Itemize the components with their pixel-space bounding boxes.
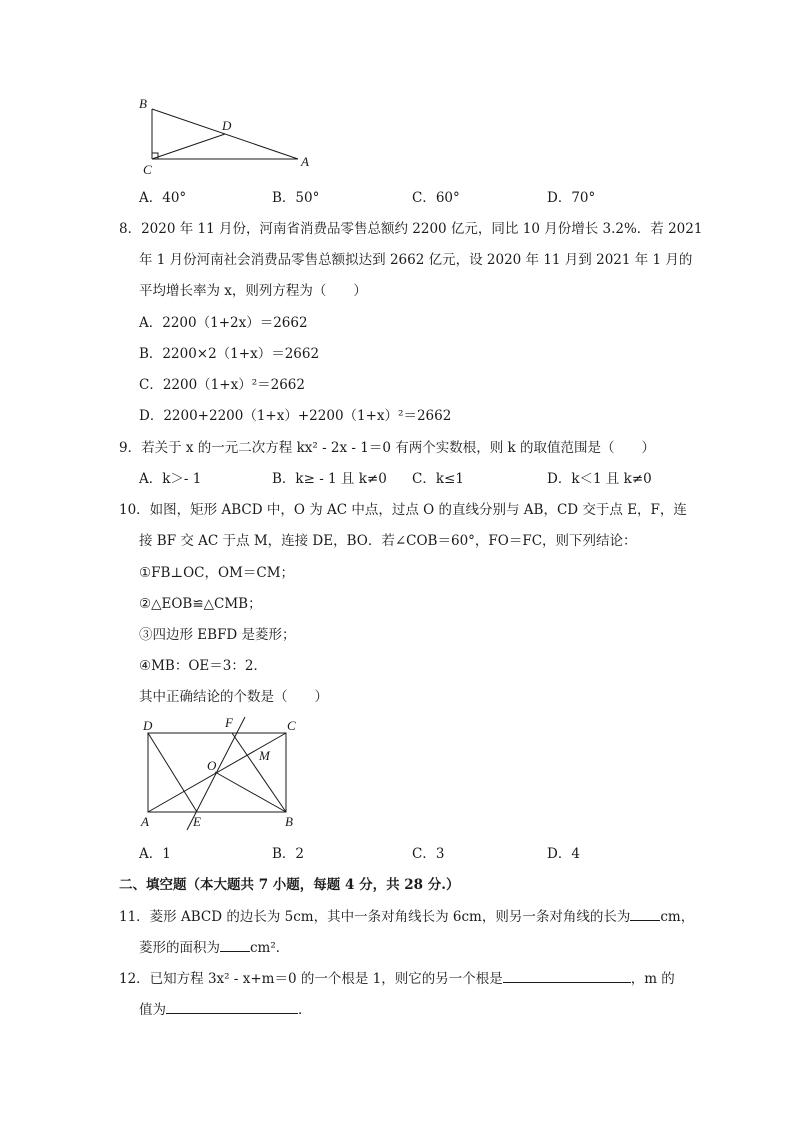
- option-b[interactable]: B．2200×2（1+x）＝2662: [139, 346, 320, 362]
- option-a[interactable]: A．k＞- 1: [139, 471, 202, 487]
- q11-text-2: 菱形的面积为: [139, 940, 220, 956]
- q11-text-1: 11．菱形 ABCD 的边长为 5cm，其中一条对角线长为 6cm，则另一条对角线的长为: [119, 909, 631, 925]
- option-d[interactable]: D．4: [547, 846, 580, 862]
- option-a[interactable]: A．1: [139, 846, 171, 862]
- option-a[interactable]: A．2200（1+2x）＝2662: [139, 315, 308, 331]
- q12-end: ．: [298, 1002, 312, 1018]
- q12-text-1: 12．已知方程 3x² - x+m＝0 的一个根是 1，则它的另一个根是: [119, 971, 503, 987]
- option-d[interactable]: D．k＜1 且 k≠0: [547, 471, 652, 487]
- label-b: B: [285, 814, 293, 829]
- q10-line-1: 10．如图，矩形 ABCD 中，O 为 AC 中点，过点 O 的直线分别与 AB，CD 交于点 E，F，连: [119, 502, 687, 518]
- q10-conclusion-2: ②△EOB≌△CMB；: [139, 596, 262, 612]
- label-m: M: [259, 748, 270, 763]
- q10-conclusion-4: ④MB：OE＝3：2．: [139, 658, 267, 674]
- q11-blank-2[interactable]: [220, 937, 250, 952]
- label-c: C: [287, 718, 296, 733]
- q11-unit-1: cm，: [660, 909, 695, 925]
- option-a[interactable]: A．40°: [139, 190, 187, 206]
- option-c[interactable]: C．2200（1+x）²＝2662: [139, 377, 305, 393]
- label-a: A: [141, 814, 149, 829]
- q10-line-2: 接 BF 交 AC 于点 M，连接 DE，BO．若∠COB＝60°，FO＝FC，则下列结论：: [139, 533, 637, 549]
- q12-text-3: 值为: [139, 1002, 166, 1018]
- label-d: D: [222, 118, 232, 133]
- q8-line-2: 年 1 月份河南社会消费品零售总额拟达到 2662 亿元，设 2020 年 11 月到 2021 年 1 月的: [139, 252, 693, 268]
- option-c[interactable]: C．60°: [412, 190, 460, 206]
- label-b: B: [139, 96, 147, 111]
- q10-conclusion-3: ③四边形 EBFD 是菱形；: [139, 627, 296, 643]
- q12-blank-1[interactable]: [503, 968, 631, 983]
- triangle-figure: [135, 92, 320, 180]
- q10-ask: 其中正确结论的个数是（ ）: [139, 689, 328, 705]
- label-e: E: [193, 814, 201, 829]
- label-o: O: [207, 758, 217, 773]
- option-c[interactable]: C．3: [412, 846, 445, 862]
- option-d[interactable]: D．70°: [547, 190, 596, 206]
- option-d[interactable]: D．2200+2200（1+x）+2200（1+x）²＝2662: [139, 408, 452, 424]
- option-b[interactable]: B．k≥ - 1 且 k≠0: [272, 471, 387, 487]
- label-d: D: [143, 718, 153, 733]
- q11-blank-1[interactable]: [630, 906, 660, 921]
- section-heading: 二、填空题（本大题共 7 小题，每题 4 分，共 28 分.）: [119, 877, 460, 893]
- label-c: C: [143, 162, 152, 177]
- q12-blank-2[interactable]: [166, 999, 298, 1014]
- q10-conclusion-1: ①FB⊥OC，OM＝CM；: [139, 565, 295, 581]
- q8-line-1: 8．2020 年 11 月份，河南省消费品零售总额约 2200 亿元，同比 10 月份增长 3.2%．若 2021: [119, 221, 703, 237]
- option-c[interactable]: C．k≤1: [412, 471, 464, 487]
- option-b[interactable]: B．2: [272, 846, 305, 862]
- q9-stem: 9．若关于 x 的一元二次方程 kx² - 2x - 1＝0 有两个实数根，则 k 的取值范围是（ ）: [119, 440, 656, 456]
- label-a: A: [301, 154, 309, 169]
- q11-unit-2: cm²．: [250, 940, 290, 956]
- option-b[interactable]: B．50°: [272, 190, 320, 206]
- label-f: F: [225, 715, 233, 730]
- rectangle-figure: [135, 712, 310, 834]
- q12-text-2: ，m 的: [630, 971, 675, 987]
- q8-line-3: 平均增长率为 x，则列方程为（ ）: [139, 283, 367, 299]
